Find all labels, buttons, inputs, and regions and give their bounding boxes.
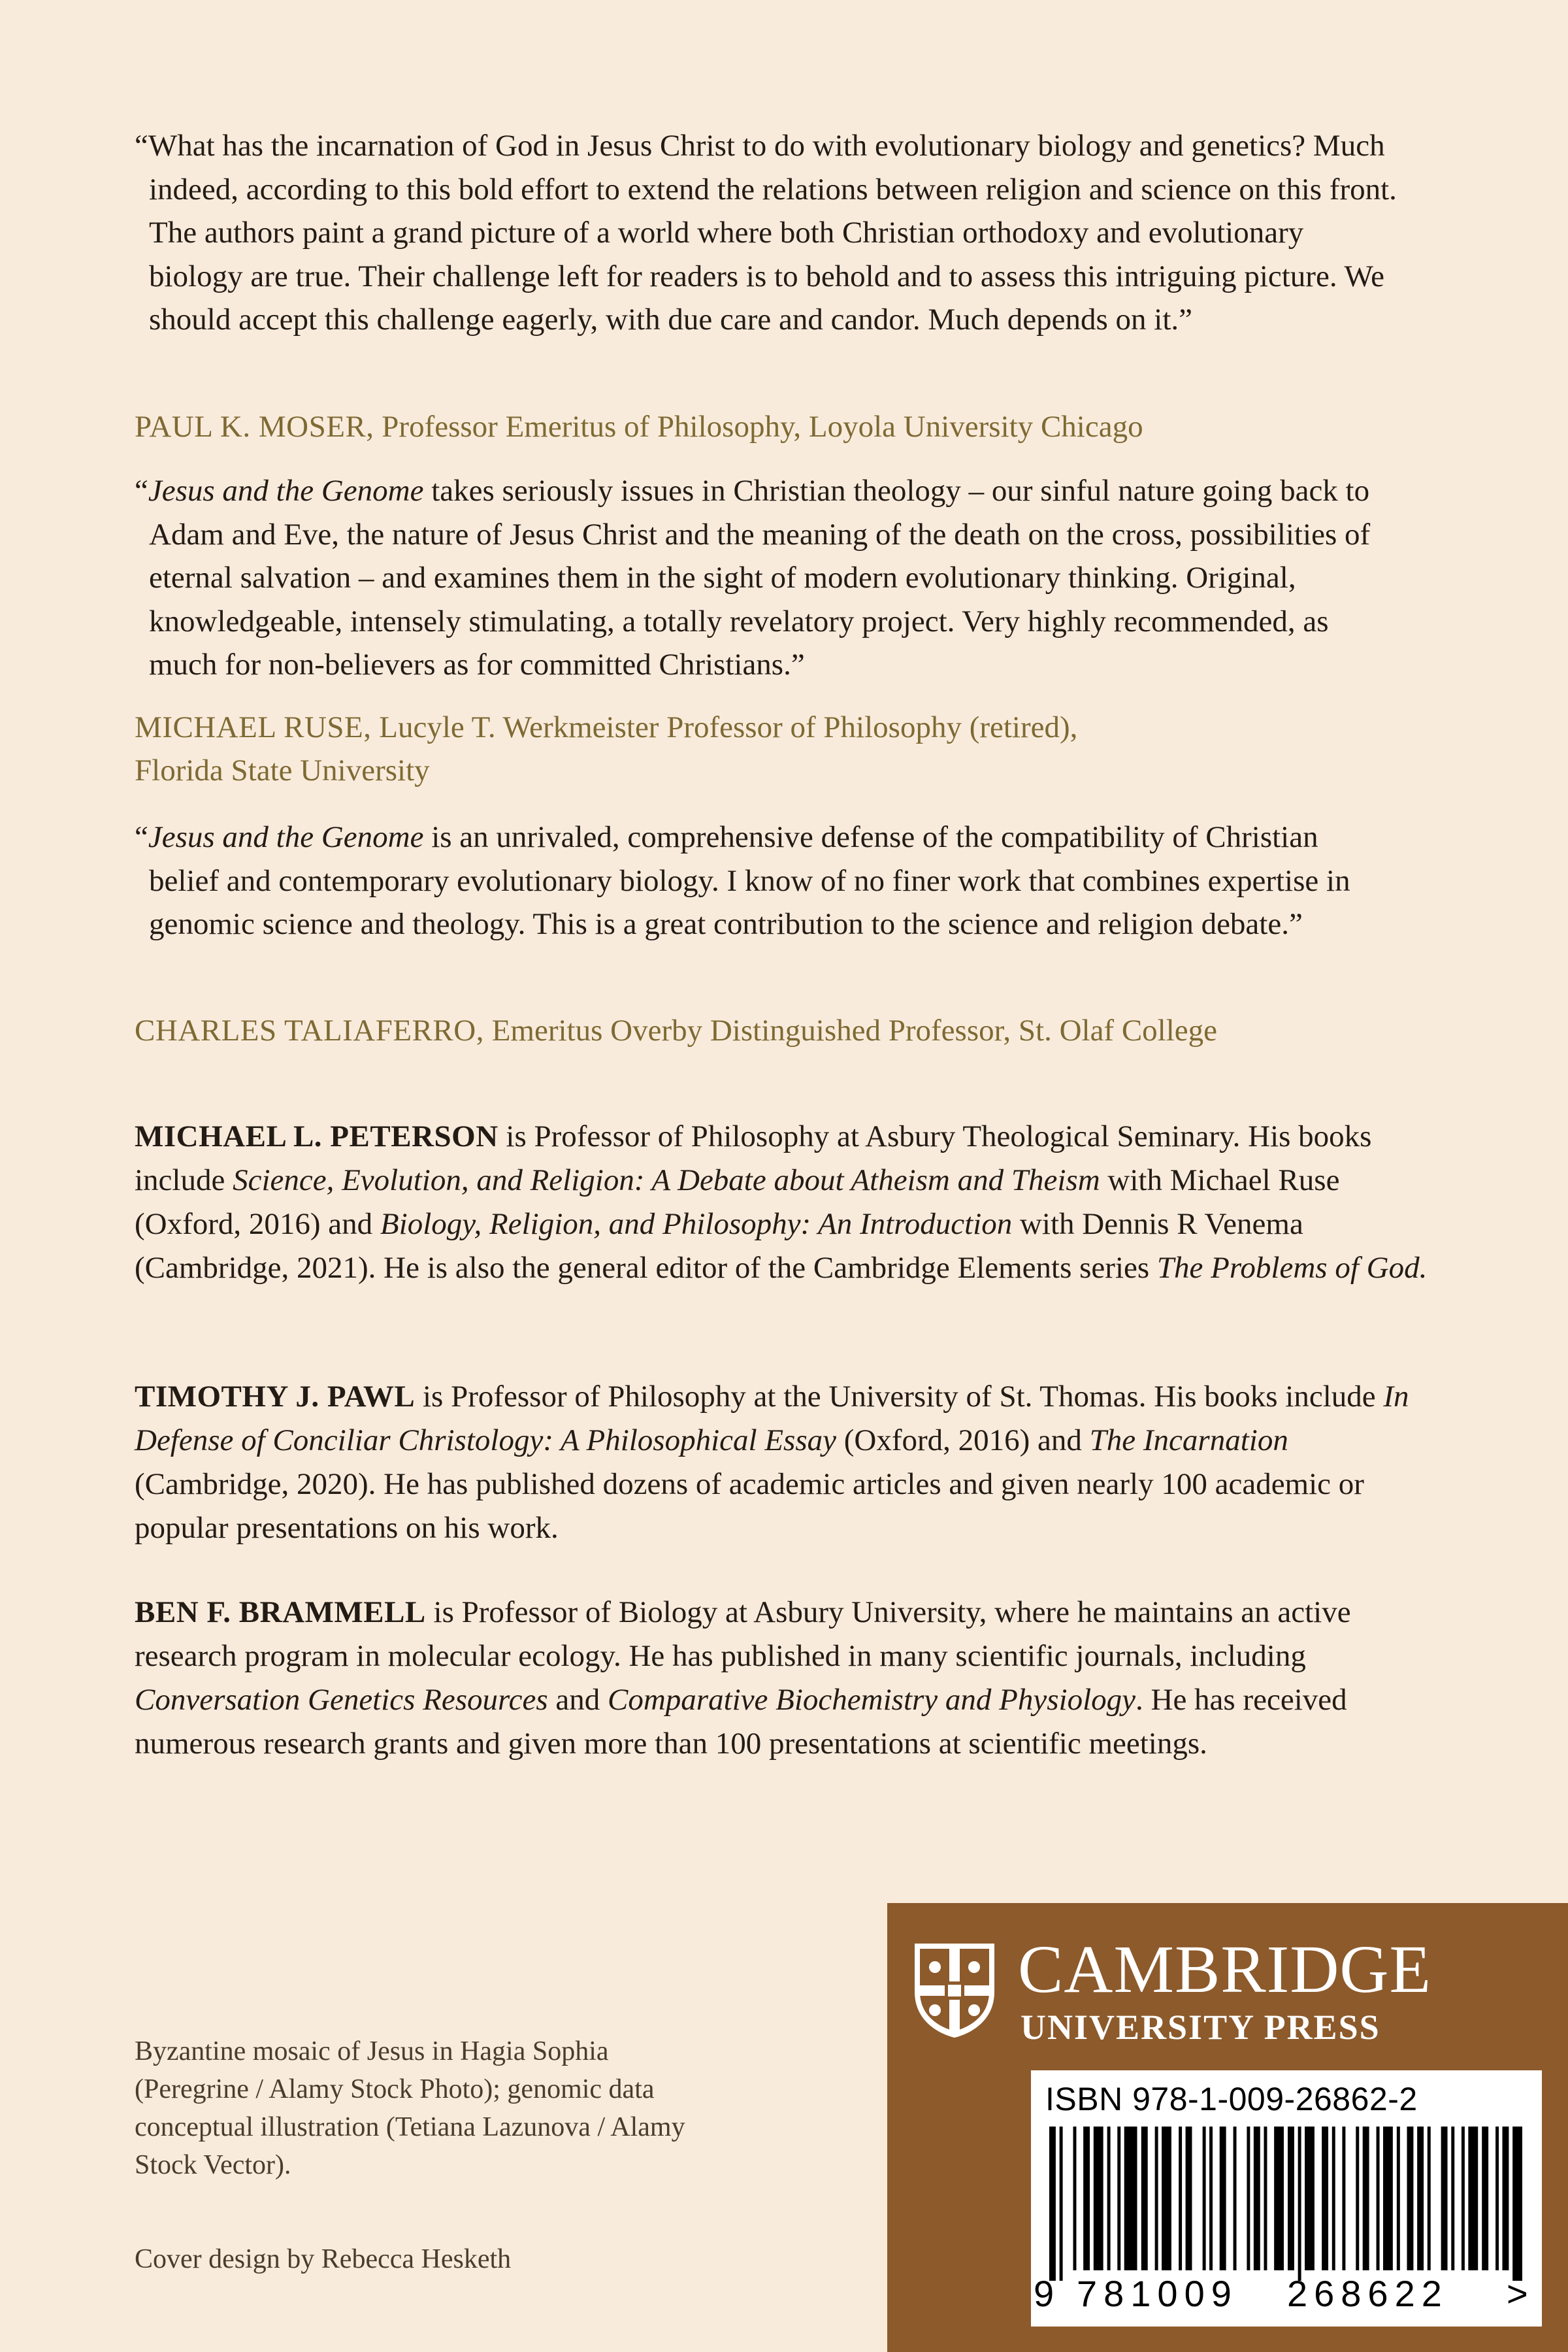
barcode-digits	[1031, 2274, 1542, 2313]
barcode-bar	[1083, 2127, 1090, 2270]
barcode-group-1: 781009	[1077, 2273, 1238, 2314]
endorsement-quote-3	[135, 816, 1376, 946]
barcode-bar	[1107, 2127, 1111, 2270]
book-title: In Defense of Conciliar Christology: A Philosophical Essay	[135, 1380, 1409, 1457]
bio-text: . He has received numerous research grants and given more than 100 presentations at scientific meetings.	[135, 1683, 1347, 1761]
barcode-bar	[1322, 2127, 1328, 2270]
image-credits: Byzantine mosaic of Jesus in Hagia Sophia (Peregrine / Alamy Stock Photo); genomic data conceptual illustration (Tetiana Lazunova / Alamy Stock Vector).	[135, 2036, 685, 2180]
quote-text: What has the incarnation of God in Jesus Christ to do with evolutionary biology and genetics? Much indeed, according to this bold effort to extend the relations between religion and science on this front. The authors paint a grand picture of a world where both Christian orthodoxy and evolutionary biology are true. Their challenge left for readers is to behold and to assess this intriguing picture. We should accept this challenge eagerly, with due care and candor. Much depends on it.”	[148, 129, 1397, 337]
barcode-arrow: >	[1507, 2273, 1528, 2314]
bio-text: is Professor of Biology at Asbury University, where he maintains an active research program in molecular ecology. He has published in many scientific journals, including	[135, 1595, 1351, 1673]
barcode-bar	[1441, 2127, 1448, 2270]
author-bio-2	[135, 1375, 1428, 1550]
endorsement-quote-1	[135, 124, 1402, 342]
barcode-bar	[1209, 2127, 1213, 2270]
barcode-bar	[1247, 2127, 1250, 2270]
barcode-bar	[1049, 2127, 1056, 2281]
book-title: Comparative Biochemistry and Physiology	[608, 1683, 1135, 1717]
quote-mark: “	[135, 129, 148, 163]
endorsement-attribution-2	[135, 706, 1154, 792]
barcode-bar	[1264, 2127, 1267, 2270]
barcode-bar	[1274, 2127, 1284, 2270]
author-name: MICHAEL L. PETERSON	[135, 1119, 498, 1153]
barcode-bar	[1060, 2127, 1063, 2281]
barcode-bar	[1512, 2127, 1522, 2281]
endorser-name: CHARLES TALIAFERRO,	[135, 1014, 484, 1048]
barcode-bar	[1407, 2127, 1414, 2270]
barcode-bar	[1363, 2127, 1369, 2270]
barcode-bar	[1124, 2127, 1137, 2270]
barcode-bar	[1503, 2127, 1509, 2270]
endorser-name: PAUL K. MOSER,	[135, 410, 374, 444]
author-name: TIMOTHY J. PAWL	[135, 1380, 416, 1414]
barcode-bar	[1377, 2127, 1380, 2270]
barcode-bar	[1073, 2127, 1077, 2270]
book-title: The Incarnation	[1089, 1423, 1288, 1457]
bio-text: is Professor of Philosophy at the University of St. Thomas. His books include	[415, 1380, 1384, 1414]
quote-text: is an unrivaled, comprehensive defense of the compatibility of Christian belief and contemporary evolutionary biology. I know of no finer work that combines expertise in genomic science and theology. This is a great contribution to the science and religion debate.”	[149, 820, 1350, 941]
endorsement-quote-2	[135, 469, 1402, 687]
quote-mark: “	[135, 474, 148, 508]
barcode-bar	[1186, 2127, 1192, 2270]
barcode-bar	[1298, 2127, 1301, 2281]
book-title: The Problems of God.	[1156, 1251, 1428, 1285]
endorser-affiliation: Emeritus Overby Distinguished Professor, St. Olaf College	[491, 1014, 1218, 1048]
barcode-lead-digit: 9	[1034, 2273, 1054, 2314]
barcode-bar	[1117, 2127, 1120, 2270]
bio-text: and	[547, 1683, 608, 1717]
barcode-bar	[1495, 2127, 1499, 2270]
isbn-label: ISBN 978-1-009-26862-2	[1045, 2081, 1418, 2117]
endorser-affiliation: Lucyle T. Werkmeister Professor of Philosophy (retired), Florida State University	[135, 710, 1078, 787]
barcode-bar	[1397, 2127, 1400, 2270]
barcode-bar	[1162, 2127, 1171, 2270]
isbn-barcode	[1031, 2070, 1542, 2327]
bio-text: (Oxford, 2016) and	[836, 1423, 1090, 1457]
cover-design-credit: Cover design by Rebecca Hesketh	[135, 2244, 512, 2274]
book-title: Conversation Genetics Resources	[135, 1683, 548, 1717]
barcode-bar	[1254, 2127, 1260, 2270]
endorser-affiliation: Professor Emeritus of Philosophy, Loyola University Chicago	[382, 410, 1143, 444]
bio-text: (Cambridge, 2020). He has published dozens of academic articles and given nearly 100 academic or popular presentations on his work.	[135, 1467, 1364, 1545]
author-bio-1	[135, 1115, 1428, 1290]
book-title: Science, Evolution, and Religion: A Debate about Atheism and Theism	[233, 1163, 1100, 1197]
barcode-bar	[1428, 2127, 1431, 2270]
barcode-bar	[1094, 2127, 1103, 2270]
barcode-bar	[1482, 2127, 1488, 2270]
barcode-bar	[1342, 2127, 1345, 2270]
barcode-group-2: 268622	[1287, 2273, 1448, 2314]
endorsement-attribution-3	[135, 1009, 1428, 1052]
barcode-bar	[1356, 2127, 1359, 2270]
book-title: Jesus and the Genome	[148, 820, 424, 854]
barcode-bar	[1179, 2127, 1182, 2270]
endorser-name: MICHAEL RUSE,	[135, 710, 372, 744]
barcode-bars	[1049, 2127, 1526, 2281]
barcode-bar	[1155, 2127, 1158, 2270]
author-bio-3	[135, 1591, 1428, 1766]
publisher-name: CAMBRIDGE	[1018, 1932, 1432, 2007]
barcode-bar	[1305, 2127, 1315, 2270]
barcode-bar	[1383, 2127, 1393, 2270]
barcode-bar	[1220, 2127, 1226, 2270]
barcode-bar	[1288, 2127, 1294, 2270]
author-name: BEN F. BRAMMELL	[135, 1595, 426, 1629]
bio-text: with Michael Ruse (Oxford, 2016) and	[135, 1163, 1340, 1241]
book-title: Jesus and the Genome	[148, 474, 424, 508]
quote-mark: “	[135, 820, 148, 854]
barcode-bar	[1332, 2127, 1335, 2270]
cambridge-shield-icon	[912, 1941, 997, 2039]
quote-text: takes seriously issues in Christian theology – our sinful nature going back to Adam and Eve, the nature of Jesus Christ and the meaning of the death on the cross, possibilities of eternal salvation – and examines them in the sight of modern evolutionary thinking. Original, knowledgeable, intensely stimulating, a totally revelatory project. Very highly recommended, as much for non-believers as for committed Christians.”	[149, 474, 1371, 682]
barcode-bar	[1233, 2127, 1237, 2270]
bio-text: with Dennis R Venema (Cambridge, 2021). He is also the general editor of the Cambridge Elements series	[135, 1207, 1303, 1285]
book-title: Biology, Religion, and Philosophy: An Introduction	[380, 1207, 1013, 1241]
barcode-bar	[1141, 2127, 1148, 2270]
barcode-bar	[1203, 2127, 1206, 2270]
bio-text: is Professor of Philosophy at Asbury Theological Seminary. His books include	[135, 1119, 1372, 1197]
barcode-bar	[1468, 2127, 1478, 2270]
barcode-bar	[1462, 2127, 1465, 2270]
endorsement-attribution-1	[135, 405, 1428, 448]
barcode-bar	[1451, 2127, 1454, 2270]
publisher-panel	[887, 1903, 1568, 2352]
barcode-bar	[1417, 2127, 1424, 2270]
publisher-subname: UNIVERSITY PRESS	[1021, 2008, 1380, 2047]
